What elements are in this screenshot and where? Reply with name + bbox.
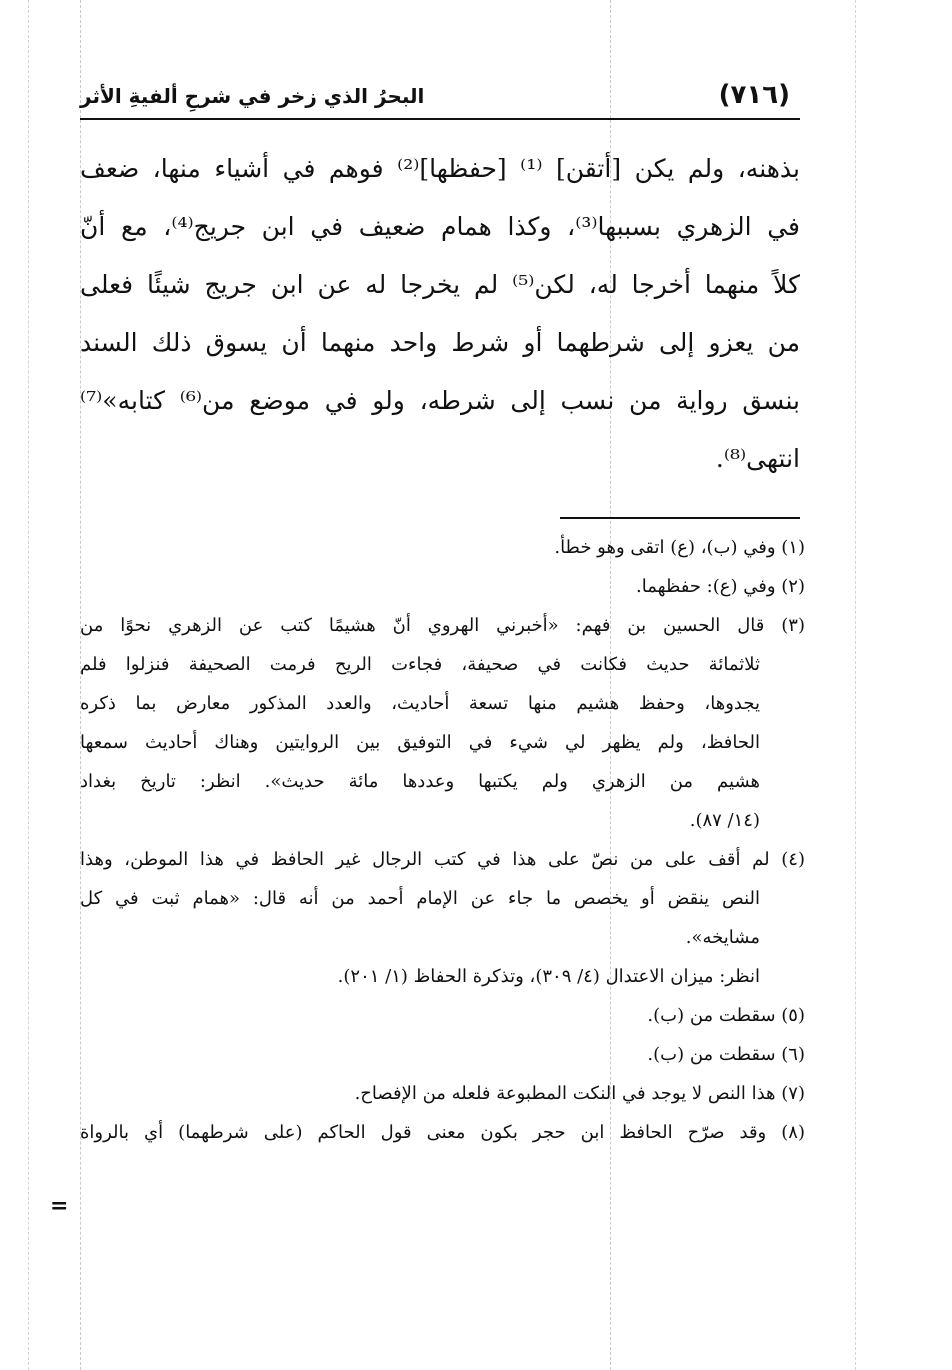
page-number: (٧١٦) <box>718 80 790 110</box>
body-line: انتهى⁽⁸⁾. <box>715 444 800 473</box>
footnote-3-line: ثلاثمائة حديث فكانت في صحيفة، فجاءت الريح فرمت الصحيفة فنزلوا فلم <box>80 654 760 675</box>
footnote-1: (١) وفي (ب)، (ع) اتقى وهو خطأ. <box>554 537 805 558</box>
footnote-2: (٢) وفي (ع): حفظهما. <box>636 576 805 597</box>
footnote-3-line: الحافظ، ولم يظهر لي شيء في التوفيق بين الروايتين وهناك أحاديث سمعها <box>80 732 760 753</box>
footnote-8: (٨) وقد صرّح الحافظ ابن حجر بكون معنى قول الحاكم (على شرطهما) أي بالرواة <box>80 1122 805 1143</box>
main-text <box>80 140 800 488</box>
scan-artifact-line <box>28 0 29 1370</box>
body-line: من يعزو إلى شرطهما أو شرط واحد منهما أن يسوق ذلك السند <box>80 328 800 357</box>
footnote-separator <box>560 517 800 519</box>
footnote-3-line: يجدوها، وحفظ هشيم منها تسعة أحاديث، والعدد المذكور معارض بما ذكره <box>80 693 760 714</box>
footnotes <box>80 528 805 1152</box>
body-line: في الزهري بسببها⁽³⁾، وكذا همام ضعيف في ابن جريج⁽⁴⁾، مع أنّ <box>80 212 800 241</box>
footnote-3-line: هشيم من الزهري ولم يكتبها وعددها مائة حديث». انظر: تاريخ بغداد <box>80 771 760 792</box>
scan-artifact-line <box>855 0 856 1370</box>
footnote-4-reference: انظر: ميزان الاعتدال (٤/ ٣٠٩)، وتذكرة الحفاظ (١/ ٢٠١). <box>337 966 760 987</box>
running-title: البحرُ الذي زخر في شرحِ ألفيةِ الأثر <box>80 84 425 108</box>
footnote-4-line: النص ينقض أو يخصص ما جاء عن الإمام أحمد من أنه قال: «همام ثبت في كل <box>80 888 760 909</box>
footnote-6: (٦) سقطت من (ب). <box>647 1044 805 1065</box>
footnote-3: (٣) قال الحسين بن فهم: «أخبرني الهروي أنّ هشيمًا كتب عن الزهري نحوًا من <box>80 615 805 636</box>
footnote-4: (٤) لم أقف على من نصّ على هذا في كتب الرجال غير الحافظ في هذا الموطن، وهذا <box>80 849 805 870</box>
body-line: بنسق رواية من نسب إلى شرطه، ولو في موضع من⁽⁶⁾ كتابه»⁽⁷⁾ <box>80 386 800 415</box>
footnote-3-line: (١٤/ ٨٧). <box>689 810 760 831</box>
continuation-mark: = <box>50 1193 69 1219</box>
footnote-7: (٧) هذا النص لا يوجد في النكت المطبوعة فلعله من الإفصاح. <box>354 1083 805 1104</box>
footnote-5: (٥) سقطت من (ب). <box>647 1005 805 1026</box>
body-line: كلاً منهما أخرجا له، لكن⁽⁵⁾ لم يخرجا له عن ابن جريج شيئًا فعلى <box>80 270 800 299</box>
page-header <box>80 78 800 120</box>
footnote-4-line: مشايخه». <box>685 927 760 948</box>
body-line: بذهنه، ولم يكن [أتقن] ⁽¹⁾ [حفظها]⁽²⁾ فوهم في أشياء منها، ضعف <box>80 154 800 183</box>
